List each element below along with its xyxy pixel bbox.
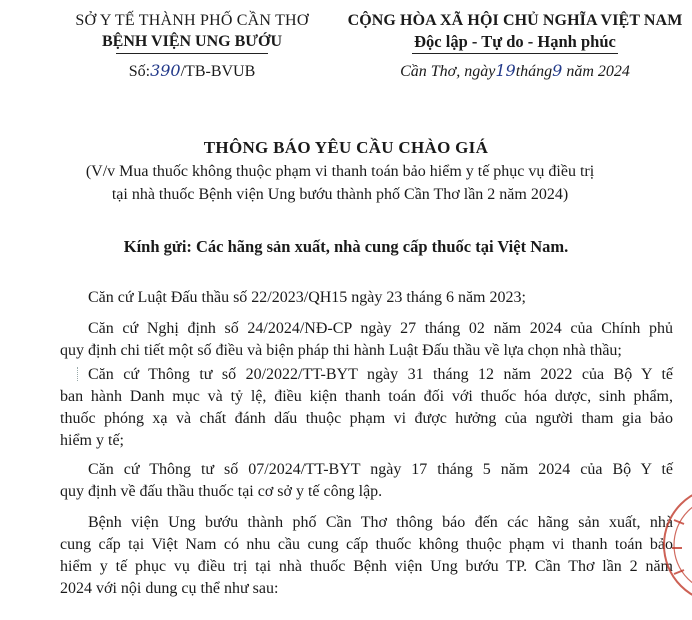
paragraph-line: hiểm y tế;: [60, 432, 124, 449]
hospital-underline: [116, 53, 268, 54]
document-number: [52, 60, 332, 83]
paragraph-line: thuốc phóng xạ và chất đánh dấu thuộc phạm vi được hưởng của người tham gia bảo: [60, 410, 673, 427]
paragraph-line: Căn cứ Thông tư số 07/2024/TT-BYT ngày 17 tháng 5 năm 2024 của Bộ Y tế: [88, 461, 673, 478]
body-paragraph: [60, 459, 673, 503]
paragraph-line: Căn cứ Luật Đấu thầu số 22/2023/QH15 ngày 23 tháng 6 năm 2023;: [88, 289, 526, 306]
paragraph-line: quy định chi tiết một số điều và biện pháp thi hành Luật Đấu thầu về lựa chọn nhà thầu;: [60, 342, 622, 359]
paragraph-line: Căn cứ Thông tư số 20/2022/TT-BYT ngày 31 tháng 12 năm 2022 của Bộ Y tế: [88, 366, 673, 383]
national-block: [340, 10, 690, 83]
number-handwritten: 390: [150, 61, 181, 80]
date-month: 9: [552, 61, 563, 80]
paragraph-line: cung cấp tại Việt Nam có nhu cầu cung cấp thuốc không thuộc phạm vi thanh toán bảo: [60, 536, 673, 553]
paragraph-line: quy định về đấu thầu thuốc tại cơ sở y tế công lập.: [60, 483, 383, 500]
paragraph-line: hiểm y tế phục vụ điều trị tại nhà thuốc Bệnh viện Ung bướu TP. Cần Thơ lần 2 năm: [60, 558, 673, 575]
date-day: 19: [495, 61, 516, 80]
paragraph-line: ban hành Danh mục và tỷ lệ, điều kiện thanh toán đối với thuốc hóa dược, sinh phẩm,: [60, 388, 673, 405]
number-prefix: Số:: [128, 63, 151, 80]
body-paragraph: [60, 364, 673, 452]
subtitle-line: (V/v Mua thuốc không thuộc phạm vi thanh toán bảo hiểm y tế phục vụ điều trị: [85, 163, 595, 180]
paragraph-line: Bệnh viện Ung bướu thành phố Cần Thơ thông báo đến các hãng sản xuất, nhà: [88, 514, 673, 531]
document-subtitle: [40, 160, 640, 206]
paragraph-line: 2024 với nội dung cụ thể như sau:: [60, 580, 279, 597]
number-suffix: /TB-BVUB: [180, 63, 256, 80]
issuer-block: [52, 10, 332, 83]
paragraph-line: Căn cứ Nghị định số 24/2024/NĐ-CP ngày 27 tháng 02 năm 2024 của Chính phủ: [88, 320, 673, 337]
date-month-word: tháng: [515, 63, 553, 80]
date-year: năm 2024: [562, 63, 630, 80]
hospital-name: BỆNH VIỆN UNG BƯỚU: [101, 33, 283, 50]
body-paragraph: [60, 512, 673, 600]
nation-name: CỘNG HÒA XÃ HỘI CHỦ NGHĨA VIỆT NAM: [347, 12, 683, 29]
document-title: THÔNG BÁO YÊU CẦU CHÀO GIÁ: [203, 138, 489, 157]
date-prefix: Cần Thơ, ngày: [400, 63, 496, 80]
body-paragraph: [60, 287, 673, 309]
department-name: SỞ Y TẾ THÀNH PHỐ CẦN THƠ: [75, 12, 309, 29]
motto-underline: [412, 53, 618, 54]
national-motto: Độc lập - Tự do - Hạnh phúc: [414, 32, 616, 51]
salutation: Kính gửi: Các hãng sản xuất, nhà cung cấp thuốc tại Việt Nam.: [123, 237, 569, 256]
subtitle-line: tại nhà thuốc Bệnh viện Ung bướu thành phố Cần Thơ lần 2 năm 2024): [111, 186, 569, 203]
body-paragraph: [60, 318, 673, 362]
seal-stamp-icon: [660, 470, 692, 620]
document-date: [340, 60, 690, 83]
